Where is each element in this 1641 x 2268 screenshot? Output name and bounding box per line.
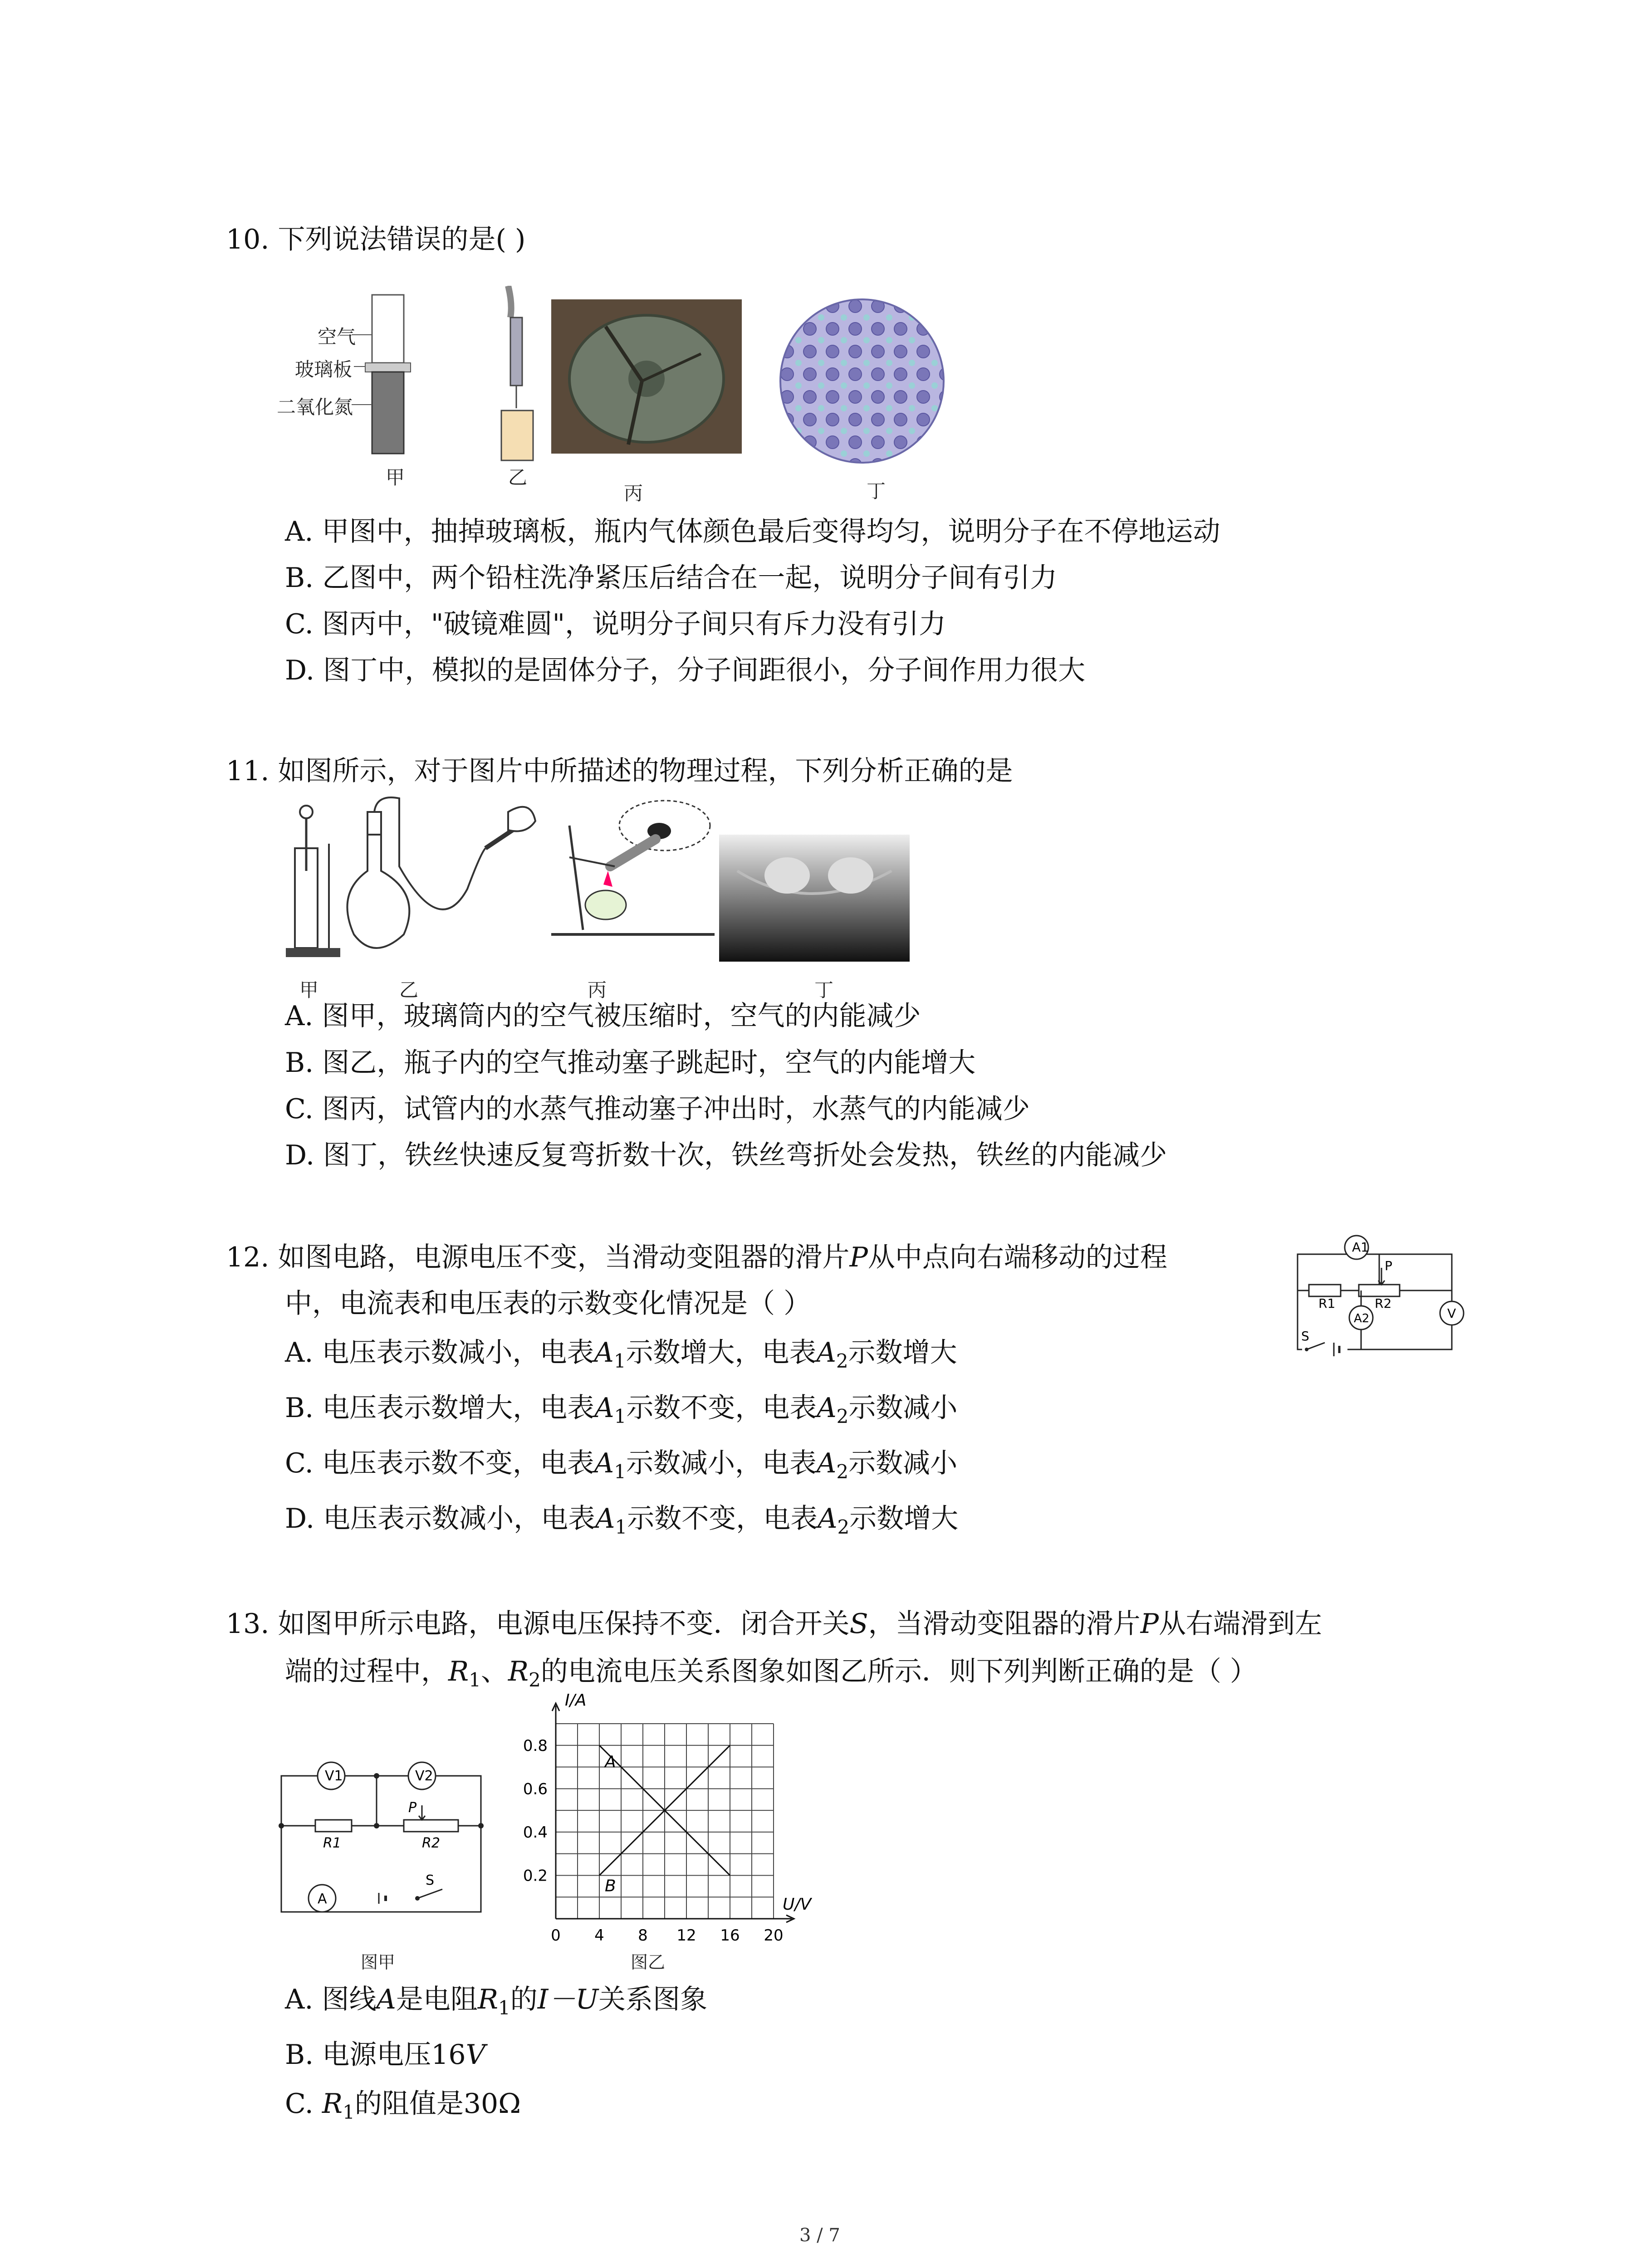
glass-plate	[365, 363, 411, 372]
q13-stem-line2: 端的过程中，$R_1$、$R_2$的电流电压关系图象如图乙所示．则下列判断正确的是（ ）	[285, 1656, 1257, 1691]
q12-label-a1: A1	[1352, 1240, 1369, 1255]
q11-figure-bing-test-tube	[542, 798, 719, 953]
y-tick-label: 0.8	[523, 1736, 548, 1755]
q10-figure-yi	[490, 286, 544, 467]
label-glass: 玻璃板	[295, 358, 353, 381]
q10-option-a: A. 甲图中，抽掉玻璃板，瓶内气体颜色最后变得均匀，说明分子在不停地运动	[285, 516, 1220, 547]
q13-label-p: P	[408, 1800, 417, 1816]
label-yi: 乙	[508, 466, 528, 489]
q13-label-v2: V2	[415, 1768, 433, 1784]
q11-stem: 11. 如图所示，对于图片中所描述的物理过程，下列分析正确的是	[226, 755, 1013, 787]
q13-stem-line1: 13. 如图甲所示电路，电源电压保持不变．闭合开关S，当滑动变阻器的滑片P从右端滑到左	[226, 1608, 1322, 1640]
q13-label-s: S	[426, 1872, 435, 1888]
x-tick-label: 0	[551, 1926, 561, 1945]
q12-circuit-diagram	[1288, 1232, 1465, 1365]
jar-bottom	[372, 372, 404, 454]
x-tick-label: 16	[720, 1926, 740, 1945]
q10-option-b: B. 乙图中，两个铅柱洗净紧压后结合在一起，说明分子间有引力	[285, 562, 1058, 594]
page-number: 3 / 7	[799, 2225, 840, 2246]
q11-option-c: C. 图丙，试管内的水蒸气推动塞子冲出时，水蒸气的内能减少	[285, 1093, 1030, 1125]
q10-figure-bing-broken-mirror	[551, 299, 742, 454]
q10-figure-ding-lattice	[776, 295, 948, 467]
x-tick-label: 12	[676, 1926, 696, 1945]
lead-cylinder	[510, 318, 522, 386]
q13-fig-jia-caption: 图甲	[361, 1952, 396, 1972]
q11-figure-ding-bent-wire	[719, 835, 910, 962]
q11-option-b: B. 图乙，瓶子内的空气推动塞子跳起时，空气的内能增大	[285, 1047, 976, 1079]
q13-circuit-diagram	[272, 1749, 485, 1921]
q13-label-r1: R1	[323, 1835, 341, 1851]
q12-option-b: B. 电压表示数增大，电表$A_1$示数不变，电表$A_2$示数减小	[285, 1392, 958, 1427]
label-no2: 二氧化氮	[277, 396, 353, 418]
q10-option-c: C. 图丙中，"破镜难圆"，说明分子间只有斥力没有引力	[285, 608, 946, 640]
q11-label-jia: 甲	[299, 979, 319, 1001]
q13-fig-yi-caption: 图乙	[631, 1952, 666, 1972]
q12-label-v: V	[1447, 1306, 1456, 1321]
jar-top	[372, 295, 404, 363]
x-tick-label: 4	[594, 1926, 604, 1945]
label-jia: 甲	[386, 466, 405, 489]
q13-r1	[315, 1820, 352, 1832]
q13-option-a: A. 图线A是电阻$R_1$的I－U关系图象	[285, 1984, 708, 2019]
q12-label-p: P	[1385, 1258, 1392, 1273]
q12-r2	[1359, 1285, 1400, 1296]
y-tick-label: 0.6	[523, 1780, 548, 1799]
y-tick-label: 0.2	[523, 1867, 548, 1885]
q11-label-yi: 乙	[399, 979, 419, 1001]
q13-label-r2: R2	[422, 1835, 440, 1851]
x-axis-label: U/V	[783, 1895, 812, 1914]
q12-option-a: A. 电压表示数减小，电表$A_1$示数增大，电表$A_2$示数增大	[285, 1337, 957, 1372]
q10-option-d: D. 图丁中，模拟的是固体分子，分子间距很小，分子间作用力很大	[285, 655, 1086, 686]
q11-option-d: D. 图丁，铁丝快速反复弯折数十次，铁丝弯折处会发热，铁丝的内能减少	[285, 1139, 1167, 1171]
y-tick-label: 0.4	[523, 1823, 548, 1842]
label-air: 空气	[318, 326, 356, 348]
q13-option-c: C. $R_1$的阻值是30Ω	[285, 2088, 521, 2123]
q12-stem-line2: 中，电流表和电压表的示数变化情况是（ ）	[285, 1288, 811, 1320]
q11-label-ding: 丁	[814, 979, 834, 1001]
q12-option-c: C. 电压表示数不变，电表$A_1$示数减小，电表$A_2$示数减小	[285, 1447, 958, 1483]
q13-r2	[404, 1820, 458, 1832]
label-bing: 丙	[624, 482, 643, 504]
q12-label-s: S	[1301, 1329, 1309, 1344]
q12-label-r2: R2	[1375, 1296, 1392, 1311]
q12-stem-line1: 12. 如图电路，电源电压不变，当滑动变阻器的滑片P从中点向右端移动的过程	[226, 1242, 1167, 1273]
q11-label-bing: 丙	[588, 979, 607, 1001]
q13-iu-chart	[508, 1692, 835, 1946]
q13-label-a: A	[318, 1891, 327, 1907]
q12-label-a2: A2	[1354, 1312, 1370, 1325]
q12-label-r1: R1	[1318, 1296, 1336, 1311]
weight-block	[501, 411, 533, 460]
y-axis-label: I/A	[565, 1692, 587, 1710]
q11-option-a: A. 图甲，玻璃筒内的空气被压缩时，空气的内能减少	[285, 1000, 921, 1032]
x-tick-label: 8	[638, 1926, 648, 1945]
q13-label-v1: V1	[325, 1768, 343, 1784]
q12-r1	[1309, 1285, 1341, 1296]
x-tick-label: 20	[764, 1926, 784, 1945]
series-label-B: B	[605, 1877, 616, 1896]
series-label-A: A	[605, 1752, 616, 1771]
q10-stem: 10. 下列说法错误的是( )	[226, 224, 526, 255]
label-ding: 丁	[867, 480, 886, 502]
q13-option-b: B. 电源电压16V	[285, 2039, 485, 2071]
q12-option-d: D. 电压表示数减小，电表$A_1$示数不变，电表$A_2$示数增大	[285, 1503, 959, 1538]
q11-figure-yi-flask-pump	[336, 794, 540, 971]
